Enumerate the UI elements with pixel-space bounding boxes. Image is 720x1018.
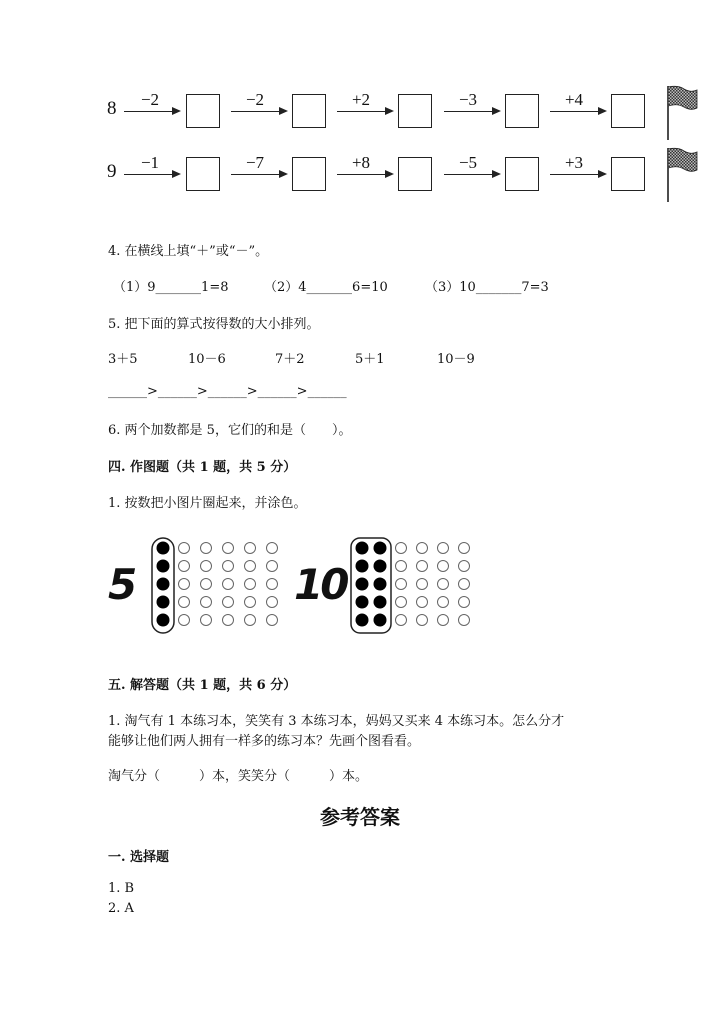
step-label: +4 [564, 90, 584, 109]
step-label: −3 [458, 90, 478, 109]
arrowhead-icon [598, 107, 607, 115]
arrow-icon [550, 174, 600, 175]
arrowhead-icon [385, 170, 394, 178]
q4-item-3: （3）10_______7=3 [425, 280, 549, 295]
answer-box[interactable] [398, 94, 432, 128]
answers-title: 参考答案 [320, 805, 400, 829]
arrowhead-icon [492, 107, 501, 115]
step-label: −7 [245, 153, 265, 172]
arrow-icon [550, 111, 600, 112]
q5-expr-2: 10－6 [188, 352, 226, 367]
answer-box[interactable] [505, 94, 539, 128]
q5-expr-5: 10－9 [437, 352, 475, 367]
section-4-question-1: 1. 按数把小图片圈起来，并涂色。 [108, 496, 307, 511]
answer-box[interactable] [186, 157, 220, 191]
step-label: −2 [245, 90, 265, 109]
section-5-question-line-1: 1. 淘气有 1 本练习本，笑笑有 3 本练习本，妈妈又买来 4 本练习本。怎么分才 [108, 714, 565, 729]
arrowhead-icon [172, 170, 181, 178]
arrowhead-icon [385, 107, 394, 115]
answer-2: 2. A [108, 901, 134, 916]
answer-box[interactable] [292, 157, 326, 191]
q5-expr-3: 7＋2 [275, 352, 305, 367]
dot-grid-10[interactable] [347, 535, 487, 635]
arrow-icon [444, 174, 494, 175]
answer-box[interactable] [505, 157, 539, 191]
answers-section-1-heading: 一. 选择题 [108, 850, 170, 865]
answer-box[interactable] [611, 94, 645, 128]
arrowhead-icon [279, 170, 288, 178]
flag-icon [664, 84, 700, 142]
arrowhead-icon [172, 107, 181, 115]
arrow-icon [124, 111, 174, 112]
arrow-icon [444, 111, 494, 112]
arrow-icon [231, 111, 281, 112]
section-5-question-line-2: 能够让他们两人拥有一样多的练习本？先画个图看看。 [108, 734, 421, 749]
step-label: −1 [140, 153, 160, 172]
answer-1: 1. B [108, 881, 135, 896]
step-label: −5 [458, 153, 478, 172]
dot-grid-5[interactable] [147, 535, 287, 635]
step-label: +3 [564, 153, 584, 172]
arrow-icon [337, 111, 387, 112]
section-5-answer-line[interactable]: 淘气分（ ）本，笑笑分（ ）本。 [108, 769, 369, 784]
target-number-10: 10 [294, 560, 347, 609]
target-number-5: 5 [108, 560, 138, 609]
arrowhead-icon [492, 170, 501, 178]
section-4-heading: 四. 作图题（共 1 题，共 5 分） [108, 460, 297, 475]
answer-box[interactable] [186, 94, 220, 128]
question-4-title: 4. 在横线上填“＋”或“－”。 [108, 244, 269, 259]
section-5-heading: 五. 解答题（共 1 题，共 6 分） [108, 678, 297, 693]
step-label: +2 [351, 90, 371, 109]
arrow-icon [231, 174, 281, 175]
arrow-icon [337, 174, 387, 175]
chain-start-number: 9 [107, 161, 117, 182]
answer-box[interactable] [292, 94, 326, 128]
q4-item-1: （1）9_______1=8 [113, 280, 229, 295]
q5-answer-blanks[interactable]: ______>______>______>______>______ [108, 384, 347, 399]
answer-box[interactable] [398, 157, 432, 191]
question-5-title: 5. 把下面的算式按得数的大小排列。 [108, 317, 320, 332]
arrowhead-icon [598, 170, 607, 178]
q4-item-2: （2）4_______6=10 [264, 280, 388, 295]
question-6-title: 6. 两个加数都是 5，它们的和是（ ）。 [108, 423, 352, 438]
arrow-icon [124, 174, 174, 175]
step-label: +8 [351, 153, 371, 172]
flag-icon [664, 146, 700, 204]
q5-expr-1: 3＋5 [108, 352, 138, 367]
step-label: −2 [140, 90, 160, 109]
q5-expr-4: 5＋1 [355, 352, 385, 367]
answer-box[interactable] [611, 157, 645, 191]
chain-start-number: 8 [107, 98, 117, 119]
arrowhead-icon [279, 107, 288, 115]
